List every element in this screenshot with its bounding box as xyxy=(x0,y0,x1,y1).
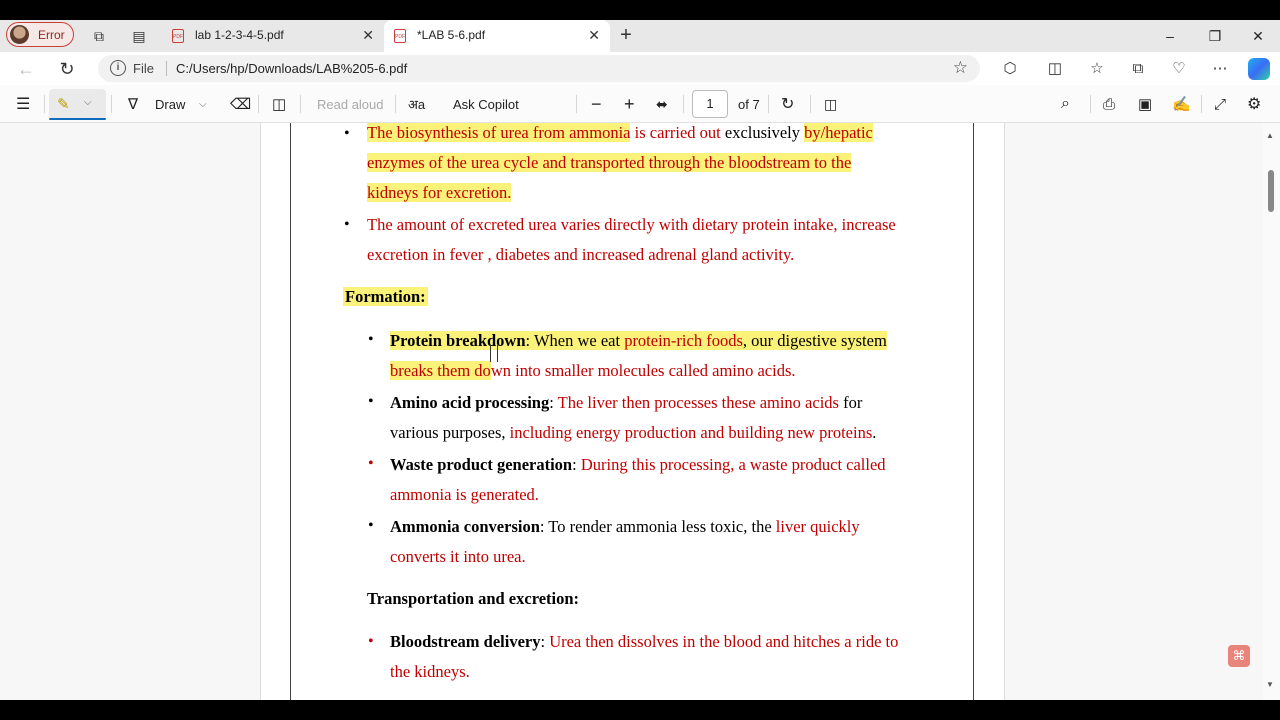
text-span: . xyxy=(872,423,877,442)
print-icon[interactable]: ⎙ xyxy=(1103,95,1116,113)
pdf-viewer[interactable] xyxy=(0,123,1280,700)
zoom-out-icon[interactable]: − xyxy=(591,93,602,114)
fit-width-icon[interactable]: ⬌ xyxy=(656,95,668,112)
address-field[interactable] xyxy=(98,55,980,82)
fullscreen-icon[interactable]: ⤢ xyxy=(1214,95,1227,113)
divider xyxy=(395,95,396,113)
scroll-down-icon[interactable]: ▼ xyxy=(1266,680,1274,689)
page-number-input[interactable]: 1 xyxy=(692,90,728,118)
divider xyxy=(258,95,259,113)
text-box-icon[interactable]: ◫ xyxy=(272,96,287,113)
tab-actions-icon[interactable]: ▤ xyxy=(132,27,146,44)
divider xyxy=(1090,95,1091,113)
url-text[interactable]: C:/Users/hp/Downloads/LAB%205-6.pdf xyxy=(176,61,408,76)
ask-copilot-button[interactable]: Ask Copilot xyxy=(453,96,519,112)
text-line: the kidneys. xyxy=(390,662,470,681)
list-item xyxy=(390,388,862,418)
item-title: Protein breakdown xyxy=(390,331,526,350)
divider xyxy=(1201,95,1202,113)
text-line: excretion in fever , diabetes and increased adrenal gland activity. xyxy=(367,245,795,264)
text-line xyxy=(367,178,511,208)
refresh-icon[interactable]: ↻ xyxy=(59,59,75,79)
text-span: Urea then dissolves in the blood and hitches a ride to xyxy=(549,632,899,651)
active-indicator xyxy=(49,118,106,120)
more-menu-icon[interactable]: ⋯ xyxy=(1212,60,1228,77)
bullet-marker: • xyxy=(368,633,374,650)
divider xyxy=(300,95,301,113)
bullet-marker: • xyxy=(344,216,350,233)
split-screen-icon[interactable]: ◫ xyxy=(1047,60,1063,77)
zoom-in-icon[interactable]: + xyxy=(624,93,635,114)
settings-gear-icon[interactable]: ⚙ xyxy=(1247,96,1262,113)
divider xyxy=(768,95,769,113)
page-total: of 7 xyxy=(738,96,760,112)
avatar xyxy=(10,25,29,44)
highlighted-text: kidneys for excretion. xyxy=(367,183,512,202)
eraser-icon[interactable]: ⌫ xyxy=(230,96,252,113)
draw-button[interactable]: Draw xyxy=(155,96,186,112)
text-line: ammonia is generated. xyxy=(390,485,539,504)
text-span: is carried out xyxy=(630,123,725,142)
workspaces-icon[interactable]: ⧉ xyxy=(94,27,104,44)
page-view-icon[interactable]: ◫ xyxy=(824,95,838,112)
text-span: for xyxy=(838,393,863,412)
text-span: : To render ammonia less toxic, the xyxy=(539,517,776,536)
highlighted-text: by/hepatic xyxy=(804,123,873,142)
divider xyxy=(44,95,45,113)
pdf-icon: PDF xyxy=(394,29,406,43)
divider xyxy=(111,95,112,113)
list-item xyxy=(390,450,886,480)
tab-title: lab 1-2-3-4-5.pdf xyxy=(195,28,284,42)
tab-lab-5-6[interactable] xyxy=(384,20,610,52)
text-span: The liver then processes these amino acids xyxy=(557,393,839,412)
list-item xyxy=(390,627,898,657)
profile-button[interactable] xyxy=(6,22,74,47)
copilot-icon[interactable] xyxy=(1248,58,1270,80)
extensions-icon[interactable]: ⬡ xyxy=(1003,60,1017,77)
acrobat-icon[interactable]: ⌘ xyxy=(1228,645,1250,667)
highlighter-icon: ✎ xyxy=(57,96,70,113)
contents-icon[interactable]: ☰ xyxy=(16,96,31,113)
text-span: : xyxy=(549,393,558,412)
highlighted-text: protein-rich foods xyxy=(624,331,743,350)
text-span: : When we eat xyxy=(525,331,625,350)
text-span: , our digestive system xyxy=(742,331,887,350)
item-title: Bloodstream delivery xyxy=(390,632,541,651)
text-line: The amount of excreted urea varies directly with dietary protein intake, increase xyxy=(367,215,896,234)
bullet-marker: • xyxy=(368,455,374,472)
chevron-down-icon[interactable]: ⌵ xyxy=(84,97,92,108)
list-item xyxy=(390,512,860,542)
translate-icon[interactable]: अa xyxy=(408,97,426,112)
page-border-right xyxy=(973,123,974,700)
address-bar-row xyxy=(0,52,1280,85)
tab-lab-1-5[interactable] xyxy=(162,20,384,52)
text-line xyxy=(367,148,851,178)
browser-essentials-icon[interactable]: ♡ xyxy=(1172,60,1186,77)
save-icon[interactable]: ▣ xyxy=(1138,96,1153,113)
scroll-up-icon[interactable]: ▲ xyxy=(1266,131,1274,140)
favorite-star-icon[interactable]: ☆ xyxy=(952,58,968,77)
section-heading-formation: Formation: xyxy=(345,287,426,306)
item-title: Ammonia conversion xyxy=(390,517,540,536)
highlighted-text: breaks them do xyxy=(390,361,491,380)
text-span: including energy production and building new proteins xyxy=(509,423,873,442)
section-heading-transport: Transportation and excretion: xyxy=(367,589,580,608)
text-span: exclusively xyxy=(724,123,805,142)
divider xyxy=(810,95,811,113)
divider xyxy=(166,61,167,76)
close-window-icon[interactable]: ✕ xyxy=(1252,28,1264,44)
collections-icon[interactable]: ⧉ xyxy=(1132,60,1144,77)
vertical-scrollbar[interactable] xyxy=(1263,123,1280,700)
read-aloud-button[interactable]: Read aloud xyxy=(317,96,384,112)
bullet-marker: • xyxy=(368,331,374,348)
scheme-label: File xyxy=(133,61,154,76)
list-item xyxy=(390,326,887,356)
highlighted-text: enzymes of the urea cycle and transported through the bloodstream to the xyxy=(367,153,852,172)
info-icon[interactable]: i xyxy=(110,60,126,76)
chevron-down-icon[interactable]: ⌵ xyxy=(199,98,207,110)
text-span: : xyxy=(572,455,581,474)
text-span: wn into smaller molecules called amino acids. xyxy=(490,361,796,380)
new-tab-button[interactable]: + xyxy=(620,24,632,46)
restore-icon[interactable]: ❐ xyxy=(1208,28,1222,44)
text-line xyxy=(390,356,796,386)
bottom-black-bar xyxy=(0,700,1280,720)
close-tab-icon[interactable]: ✕ xyxy=(362,27,374,43)
text-span: liver quickly xyxy=(775,517,860,536)
minimize-icon[interactable]: – xyxy=(1166,28,1174,44)
bullet-marker: • xyxy=(368,393,374,410)
favorites-icon[interactable]: ☆ xyxy=(1090,60,1104,77)
top-black-bar xyxy=(0,0,1280,20)
highlighted-text: The biosynthesis of urea from ammonia xyxy=(367,123,631,142)
tab-title: *LAB 5-6.pdf xyxy=(417,28,486,42)
text-line xyxy=(390,418,876,448)
tab-strip xyxy=(0,20,1280,52)
text-cursor-icon xyxy=(490,345,498,362)
save-as-icon[interactable]: ✍ xyxy=(1172,96,1191,113)
pdf-icon: PDF xyxy=(172,29,184,43)
text-line: converts it into urea. xyxy=(390,547,526,566)
profile-status-label: Error xyxy=(38,28,65,42)
highlight-button[interactable] xyxy=(49,89,106,120)
rotate-icon[interactable]: ↻ xyxy=(781,96,795,113)
text-span: various purposes, xyxy=(390,423,510,442)
text-span: During this processing, a waste product called xyxy=(580,455,886,474)
back-icon[interactable]: ← xyxy=(17,59,35,79)
page-border-left xyxy=(290,123,291,700)
bullet-marker: • xyxy=(344,125,350,142)
draw-pen-icon[interactable]: ∇ xyxy=(128,96,139,113)
divider xyxy=(576,95,577,113)
bullet-marker: • xyxy=(368,517,374,534)
item-title: Amino acid processing xyxy=(390,393,550,412)
pdf-toolbar xyxy=(0,85,1280,123)
divider xyxy=(683,95,684,113)
close-tab-icon[interactable]: ✕ xyxy=(588,27,600,43)
search-icon[interactable]: ⌕ xyxy=(1061,95,1070,112)
scrollbar-thumb[interactable] xyxy=(1268,170,1274,212)
text-span: : xyxy=(540,632,550,651)
list-item xyxy=(367,123,873,148)
item-title: Waste product generation xyxy=(390,455,573,474)
